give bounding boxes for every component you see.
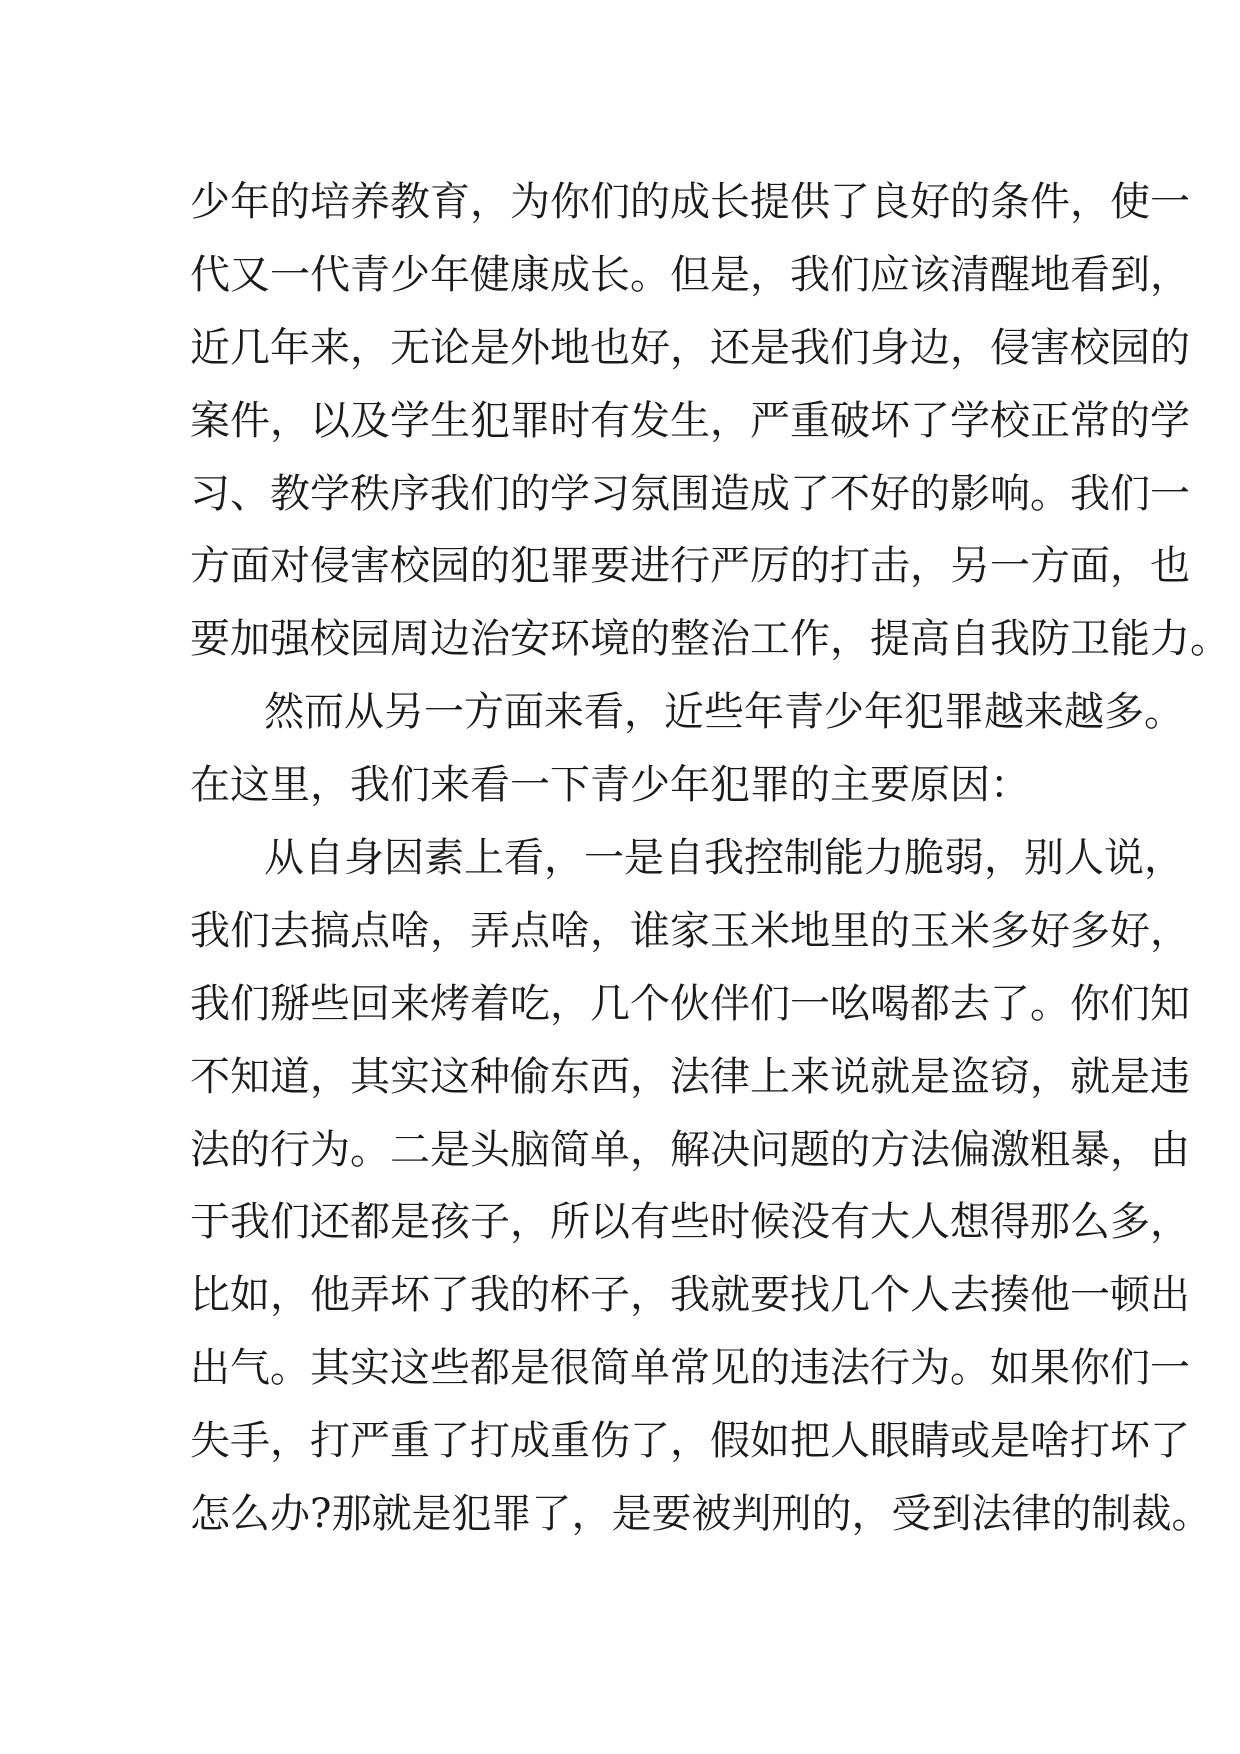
text-line: 然而从另一方面来看，近些年青少年犯罪越来越多。: [264, 689, 1184, 736]
text-line: 法的行为。二是头脑简单，解决问题的方法偏激粗暴，由: [190, 1126, 1190, 1173]
text-line: 方面对侵害校园的犯罪要进行严厉的打击，另一方面，也: [190, 543, 1190, 590]
text-line: 近几年来，无论是外地也好，还是我们身边，侵害校园的: [190, 324, 1190, 371]
text-line: 不知道，其实这种偷东西，法律上来说就是盗窃，就是违: [190, 1053, 1190, 1100]
text-line: 习、教学秩序我们的学习氛围造成了不好的影响。我们一: [190, 470, 1190, 517]
text-line: 怎么办?那就是犯罪了，是要被判刑的，受到法律的制裁。: [190, 1491, 1212, 1538]
body-text: [190, 166, 1230, 1551]
text-line: 出气。其实这些都是很简单常见的违法行为。如果你们一: [190, 1345, 1190, 1392]
text-line: 在这里，我们来看一下青少年犯罪的主要原因：: [190, 762, 1030, 809]
text-line: 失手，打严重了打成重伤了，假如把人眼睛或是啥打坏了: [190, 1418, 1190, 1465]
text-line: 于我们还都是孩子，所以有些时候没有大人想得那么多，: [190, 1199, 1190, 1246]
text-line: 从自身因素上看，一是自我控制能力脆弱，别人说，: [264, 835, 1184, 882]
text-line: 比如，他弄坏了我的杯子，我就要找几个人去揍他一顿出: [190, 1272, 1190, 1319]
text-line: 要加强校园周边治安环境的整治工作，提高自我防卫能力。: [190, 616, 1230, 663]
text-line: 我们掰些回来烤着吃，几个伙伴们一吆喝都去了。你们知: [190, 980, 1190, 1027]
text-line: 代又一代青少年健康成长。但是，我们应该清醒地看到，: [190, 251, 1190, 298]
text-line: 少年的培养教育，为你们的成长提供了良好的条件，使一: [190, 179, 1190, 225]
text-line: 我们去搞点啥，弄点啥，谁家玉米地里的玉米多好多好，: [190, 907, 1190, 954]
text-line: 案件，以及学生犯罪时有发生，严重破坏了学校正常的学: [190, 397, 1190, 444]
